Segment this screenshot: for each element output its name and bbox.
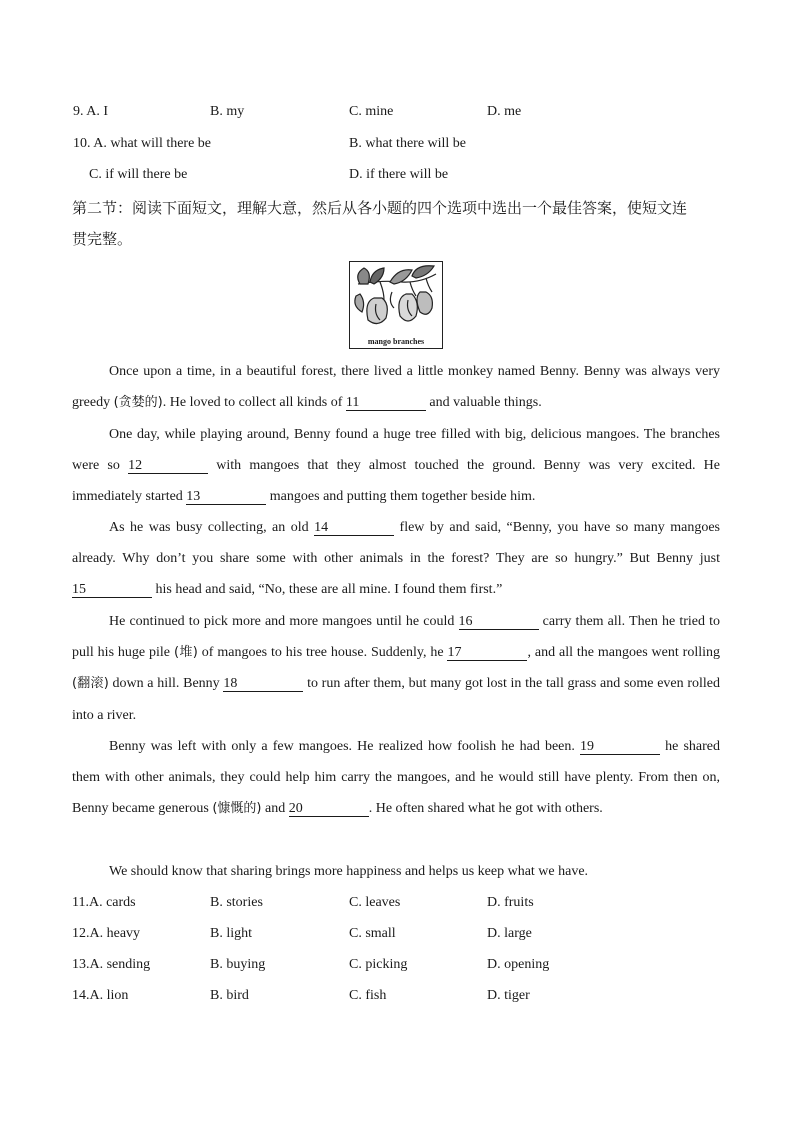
q13-option-a: 13.A. sending	[72, 957, 151, 972]
p2-text-3: mangoes and putting them together beside him.	[266, 489, 536, 505]
q9-option-a: 9. A. I	[73, 104, 108, 119]
p3-text-2: flew by and said, “Benny, you have so many mangoes already. Why don’t you share some with other animals in the forest? They are so hungry.” But Benny just	[72, 520, 720, 567]
blank-16: 16	[459, 614, 539, 630]
passage-paragraph-5	[72, 731, 720, 825]
figure-caption: mango branches	[367, 337, 425, 346]
q11-option-d: D. fruits	[487, 895, 534, 910]
q12-option-b: B. light	[210, 926, 253, 941]
p5-text-2: he shared them with other animals, they could help him carry the mangoes, and he would still have plenty. From then on, Benny became generous	[72, 739, 720, 817]
p4-text-2: carry them all. Then he tried to pull his huge pile	[72, 614, 720, 661]
p4-text-3: of mangoes to his tree house. Suddenly, he	[197, 645, 448, 661]
p3-text-1: As he was busy collecting, an old	[109, 520, 315, 535]
q12-option-a: 12.A. heavy	[72, 926, 141, 941]
mango-branches-figure	[349, 261, 443, 349]
q11-option-c: C. leaves	[349, 895, 401, 910]
q9-option-b: B. my	[210, 104, 245, 119]
p1-chinese-gloss: (贪婪的)	[113, 395, 163, 411]
q10-option-d: D. if there will be	[349, 167, 449, 182]
q9-option-d: D. me	[487, 104, 522, 119]
p5-text-1: Benny was left with only a few mangoes. He realized how foolish he had been.	[109, 739, 580, 754]
q13-option-b: B. buying	[210, 957, 266, 972]
p3-text-3: his head and said, “No, these are all mine. I found them first.”	[152, 582, 503, 598]
blank-20: 20	[289, 801, 369, 817]
q11-option-b: B. stories	[210, 895, 263, 910]
blank-18: 18	[223, 676, 303, 692]
blank-19: 19	[580, 739, 660, 755]
q14-option-c: C. fish	[349, 988, 387, 1003]
p5-text-3: and	[261, 801, 289, 817]
q14-option-d: D. tiger	[487, 988, 530, 1003]
blank-12: 12	[128, 458, 208, 474]
p1-text-3: and valuable things.	[425, 395, 542, 411]
blank-17: 17	[447, 645, 527, 661]
p2-text-1: One day, while playing around, Benny found a huge tree filled with big, delicious mangoes. The branches were so	[72, 427, 720, 474]
blank-11: 11	[346, 395, 426, 411]
passage-paragraph-6: We should know that sharing brings more happiness and helps us keep what we have.	[109, 864, 589, 879]
passage-paragraph-1	[72, 356, 720, 418]
q12-option-d: D. large	[487, 926, 532, 941]
p4-text-6: to run after them, but many got lost in the tall grass and some even rolled into a river.	[72, 676, 721, 723]
passage-paragraph-4	[72, 606, 720, 731]
p4-chinese-gloss-1: (堆)	[173, 645, 198, 661]
blank-14: 14	[314, 520, 394, 536]
mango-branch-illustration	[350, 262, 441, 332]
blank-13: 13	[186, 489, 266, 505]
passage-paragraph-3	[72, 512, 720, 606]
p2-text-2: with mangoes that they almost touched the ground. Benny was very excited. He immediately started	[72, 458, 720, 505]
section2-instruction-line2: 贯完整。	[72, 230, 133, 248]
q11-option-a: 11.A. cards	[72, 895, 136, 910]
p1-text-1: Once upon a time, in a beautiful forest, there lived a little monkey named Benny. Benny was always very greedy	[72, 364, 720, 411]
p4-text-5: down a hill. Benny	[108, 676, 224, 692]
blank-15: 15	[72, 582, 152, 598]
q12-option-c: C. small	[349, 926, 396, 941]
q10-option-a: 10. A. what will there be	[73, 136, 212, 151]
passage-paragraph-2	[72, 419, 720, 513]
p4-chinese-gloss-2: (翻滚)	[72, 676, 109, 692]
section2-instruction-line1: 第二节：阅读下面短文，理解大意，然后从各小题的四个选项中选出一个最佳答案，使短文连	[72, 199, 688, 217]
p4-text-4: , and all the mangoes went rolling	[527, 645, 721, 661]
p5-chinese-gloss: (慷慨的)	[212, 801, 262, 817]
q9-option-c: C. mine	[349, 104, 394, 119]
q10-option-b: B. what there will be	[349, 136, 467, 151]
q14-option-b: B. bird	[210, 988, 249, 1003]
q14-option-a: 14.A. lion	[72, 988, 129, 1003]
p4-text-1: He continued to pick more and more mangoes until he could	[109, 614, 459, 629]
q13-option-c: C. picking	[349, 957, 408, 972]
q13-option-d: D. opening	[487, 957, 550, 972]
p1-text-2: . He loved to collect all kinds of	[162, 395, 346, 411]
q10-option-c: C. if will there be	[89, 167, 188, 182]
p5-text-4: . He often shared what he got with others.	[368, 801, 603, 817]
